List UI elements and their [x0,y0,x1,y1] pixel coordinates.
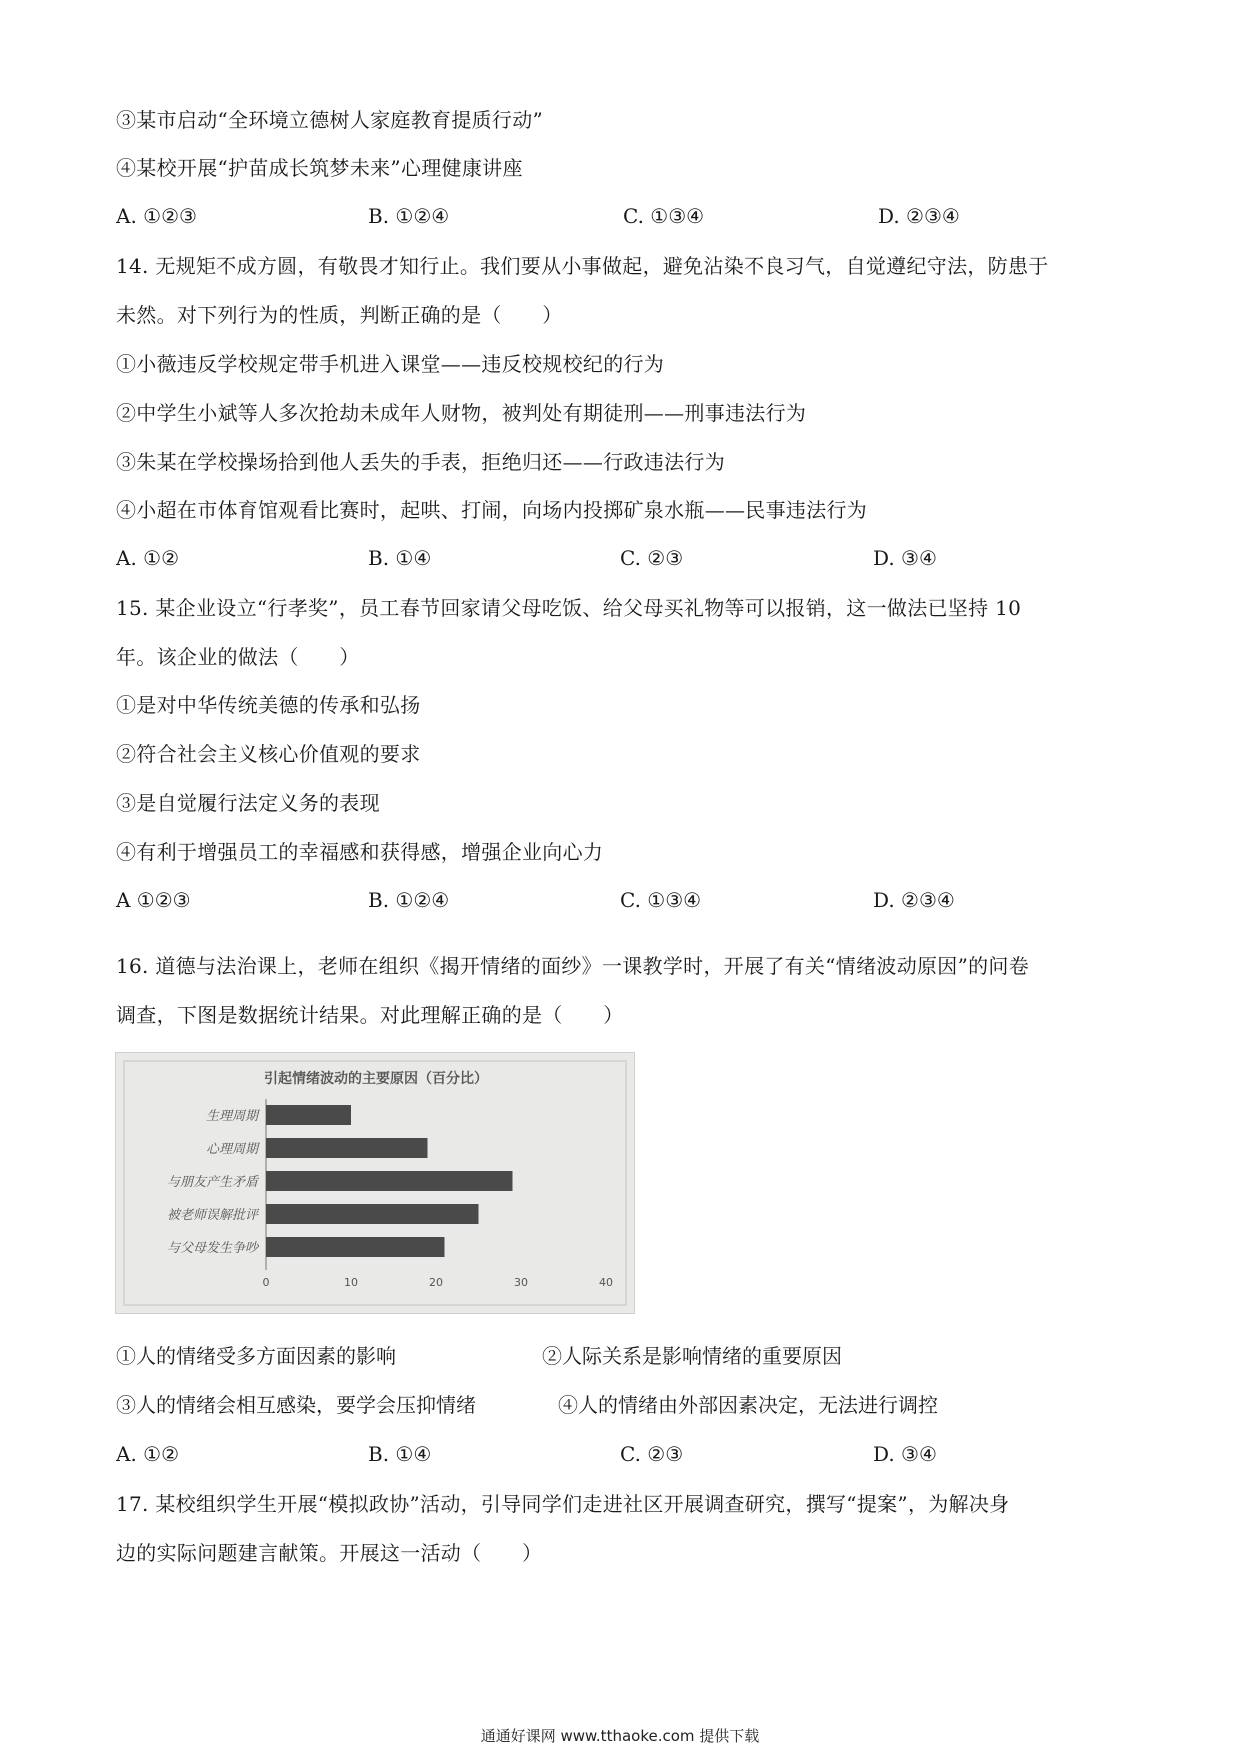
q16-item-3: ③人的情绪会相互感染，要学会压抑情绪 [116,1393,476,1417]
q16-option-a[interactable]: A. ①② [116,1442,180,1466]
q14-stem-line1: 14. 无规矩不成方圆，有敬畏才知行止。我们要从小事做起，避免沾染不良习气，自觉遵纪守法，防患于 [116,254,1049,278]
q16-option-d[interactable]: D. ③④ [873,1442,937,1466]
chart-x-tick: 0 [262,1276,270,1289]
q15-option-b[interactable]: B. ①②④ [368,888,450,912]
q13-item-3: ③某市启动“全环境立德树人家庭教育提质行动” [116,108,544,132]
q15-option-a[interactable]: A ①②③ [116,888,191,912]
q13-option-b[interactable]: B. ①②④ [368,204,450,228]
q16-item-2: ②人际关系是影响情绪的重要原因 [542,1344,842,1368]
q13-option-a[interactable]: A. ①②③ [116,204,197,228]
q15-stem-line1: 15. 某企业设立“行孝奖”，员工春节回家请父母吃饭、给父母买礼物等可以报销，这一做法已坚持 10 [116,596,1022,620]
q15-item-3: ③是自觉履行法定义务的表现 [116,791,380,815]
chart-category-label: 生理周期 [205,1109,258,1124]
chart-x-tick: 40 [599,1276,613,1289]
emotion-causes-chart [115,1052,635,1314]
q13-option-d[interactable]: D. ②③④ [878,204,960,228]
q15-option-c[interactable]: C. ①③④ [620,888,702,912]
chart-bars [266,1099,513,1270]
page-footer[interactable]: 通通好课网 www.tthaoke.com 提供下载 [480,1727,760,1745]
chart-x-tick: 30 [514,1276,528,1289]
chart-category-label: 与父母发生争吵 [166,1241,258,1256]
chart-x-tick: 20 [429,1276,443,1289]
q17-stem-line2: 边的实际问题建言献策。开展这一活动（ ） [116,1541,543,1565]
chart-category-label: 心理周期 [205,1142,258,1157]
chart-bar [266,1105,351,1125]
q17-stem-line1: 17. 某校组织学生开展“模拟政协”活动，引导同学们走进社区开展调查研究，撰写“提案”，为解决身 [116,1492,1010,1516]
q14-item-1: ①小薇违反学校规定带手机进入课堂——违反校规校纪的行为 [116,352,665,376]
chart-x-tick: 10 [344,1276,358,1289]
q16-item-4: ④人的情绪由外部因素决定，无法进行调控 [558,1393,938,1417]
q13-item-4: ④某校开展“护苗成长筑梦未来”心理健康讲座 [116,156,523,180]
q14-item-3: ③朱某在学校操场拾到他人丢失的手表，拒绝归还——行政违法行为 [116,450,725,474]
chart-category-label: 被老师误解批评 [166,1208,258,1223]
q16-stem-line1: 16. 道德与法治课上，老师在组织《揭开情绪的面纱》一课教学时，开展了有关“情绪波动原因”的问卷 [116,954,1030,978]
q15-item-2: ②符合社会主义核心价值观的要求 [116,742,421,766]
q14-option-c[interactable]: C. ②③ [620,546,684,570]
chart-bar [266,1171,513,1191]
q15-item-1: ①是对中华传统美德的传承和弘扬 [116,693,421,717]
q16-option-b[interactable]: B. ①④ [368,1442,432,1466]
q14-option-b[interactable]: B. ①④ [368,546,432,570]
q15-option-d[interactable]: D. ②③④ [873,888,955,912]
chart-bar [266,1138,428,1158]
chart-bar [266,1237,445,1257]
q13-option-c[interactable]: C. ①③④ [623,204,705,228]
chart-category-labels [167,1109,261,1256]
q16-option-c[interactable]: C. ②③ [620,1442,684,1466]
q15-item-4: ④有利于增强员工的幸福感和获得感，增强企业向心力 [116,840,604,864]
q14-stem-line2: 未然。对下列行为的性质，判断正确的是（ ） [116,303,563,327]
chart-x-ticks [263,1276,614,1289]
q14-option-d[interactable]: D. ③④ [873,546,937,570]
q14-option-a[interactable]: A. ①② [116,546,180,570]
chart-category-label: 与朋友产生矛盾 [166,1175,258,1190]
q14-item-4: ④小超在市体育馆观看比赛时，起哄、打闹，向场内投掷矿泉水瓶——民事违法行为 [116,498,868,522]
q14-item-2: ②中学生小斌等人多次抢劫未成年人财物，被判处有期徒刑——刑事违法行为 [116,401,807,425]
q16-item-1: ①人的情绪受多方面因素的影响 [116,1344,396,1368]
chart-bar [266,1204,479,1224]
q15-stem-line2: 年。该企业的做法（ ） [116,645,360,669]
chart-svg [116,1053,634,1313]
q16-stem-line2: 调查，下图是数据统计结果。对此理解正确的是（ ） [116,1003,624,1027]
chart-title: 引起情绪波动的主要原因（百分比） [264,1071,488,1087]
